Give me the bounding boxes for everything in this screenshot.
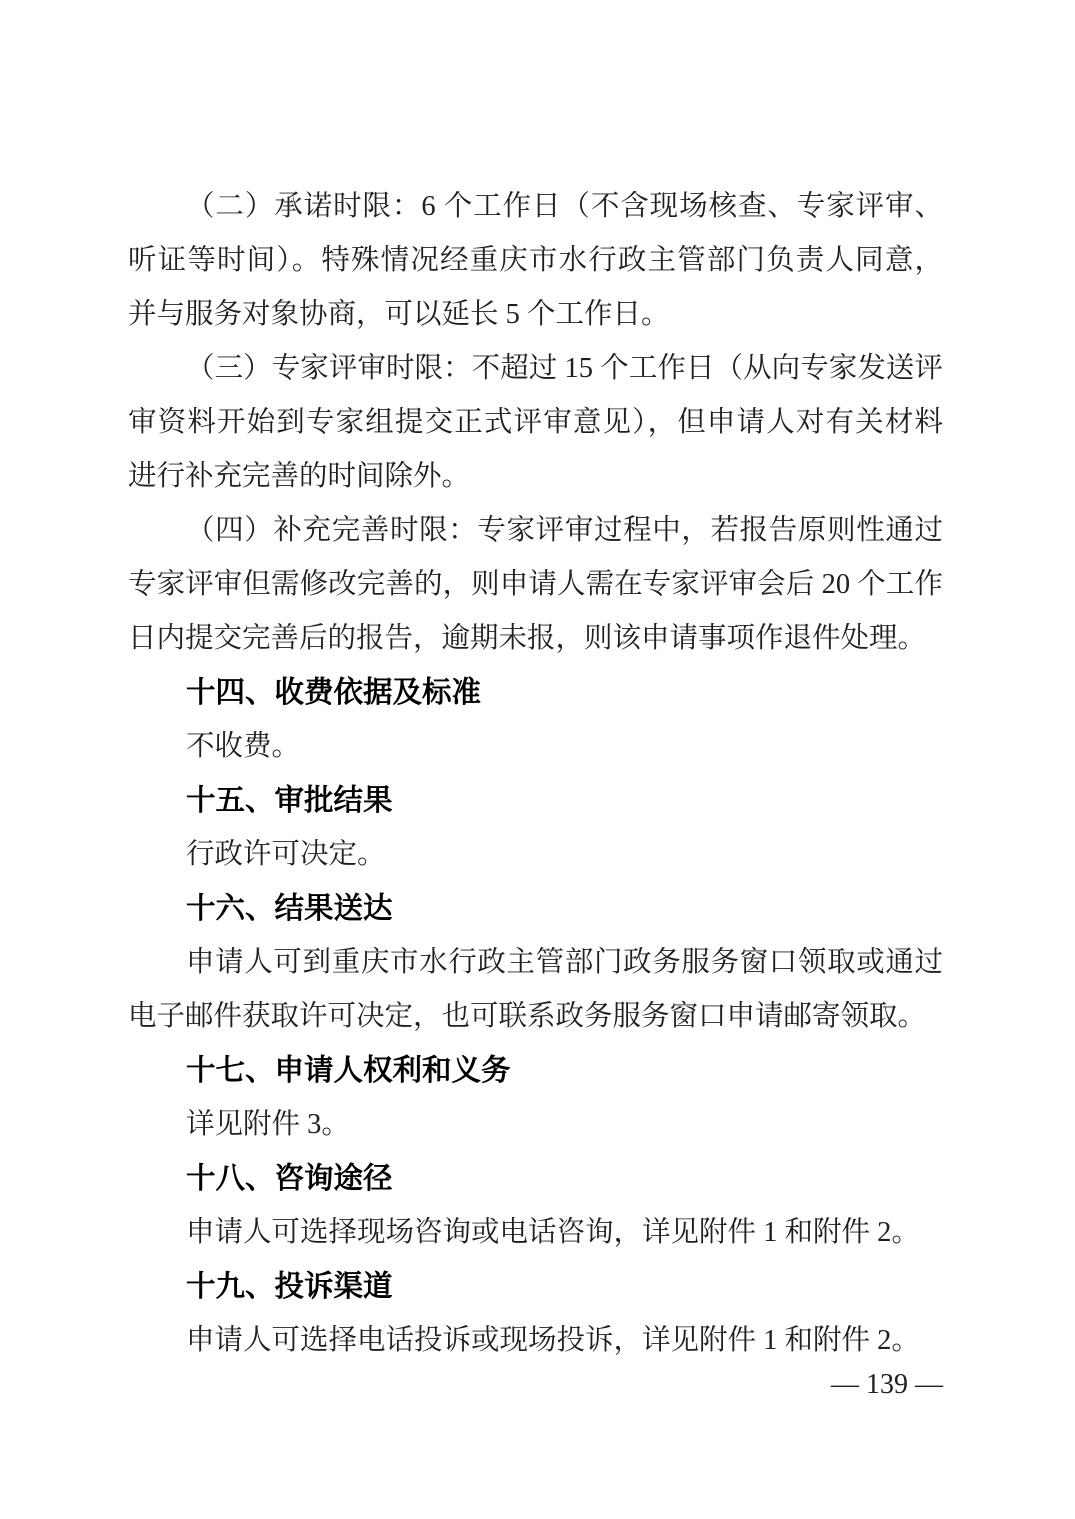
heading-15-approval-result: 十五、审批结果: [186, 784, 393, 817]
paragraph-see-attachment-3: 详见附件 3。: [186, 1109, 350, 1140]
paragraph-commitment-deadline: [128, 180, 943, 342]
paragraph-no-fee: 不收费。: [186, 731, 301, 762]
paragraph-consultation-channel: 申请人可选择现场咨询或电话咨询，详见附件 1 和附件 2。: [186, 1217, 920, 1248]
heading-17-rights-obligations: 十七、申请人权利和义务: [186, 1054, 511, 1087]
heading-18-consultation-channel: 十八、咨询途径: [186, 1162, 393, 1195]
paragraph-result-delivery: [128, 936, 943, 1044]
paragraph-line: （四）补充完善时限：专家评审过程中，若报告原则性通过: [186, 515, 943, 546]
heading-16-result-delivery: 十六、结果送达: [186, 892, 393, 925]
paragraph-approval-result: 行政许可决定。: [186, 839, 386, 870]
page-number: — 139 —: [831, 1369, 943, 1400]
paragraph-line: 审资料开始到专家组提交正式评审意见），但申请人对有关材料: [128, 407, 943, 438]
document-body: [128, 180, 943, 1368]
paragraph-line: 进行补充完善的时间除外。: [128, 461, 471, 492]
paragraph-complaint-channel: 申请人可选择电话投诉或现场投诉，详见附件 1 和附件 2。: [186, 1325, 920, 1356]
paragraph-line: 电子邮件获取许可决定，也可联系政务服务窗口申请邮寄领取。: [128, 1001, 927, 1032]
paragraph-expert-review-deadline: [128, 342, 943, 504]
paragraph-line: 听证等时间）。特殊情况经重庆市水行政主管部门负责人同意，: [128, 245, 943, 276]
paragraph-line: （二）承诺时限：6 个工作日（不含现场核查、专家评审、: [186, 191, 943, 222]
paragraph-supplement-deadline: [128, 504, 943, 666]
paragraph-line: （三）专家评审时限：不超过 15 个工作日（从向专家发送评: [186, 353, 943, 384]
heading-19-complaint-channel: 十九、投诉渠道: [186, 1270, 393, 1303]
paragraph-line: 专家评审但需修改完善的，则申请人需在专家评审会后 20 个工作: [128, 569, 943, 600]
heading-14-fee-basis: 十四、收费依据及标准: [186, 676, 482, 709]
paragraph-line: 申请人可到重庆市水行政主管部门政务服务窗口领取或通过: [186, 947, 943, 978]
paragraph-line: 并与服务对象协商，可以延长 5 个工作日。: [128, 299, 670, 330]
paragraph-line: 日内提交完善后的报告，逾期未报，则该申请事项作退件处理。: [128, 623, 927, 654]
